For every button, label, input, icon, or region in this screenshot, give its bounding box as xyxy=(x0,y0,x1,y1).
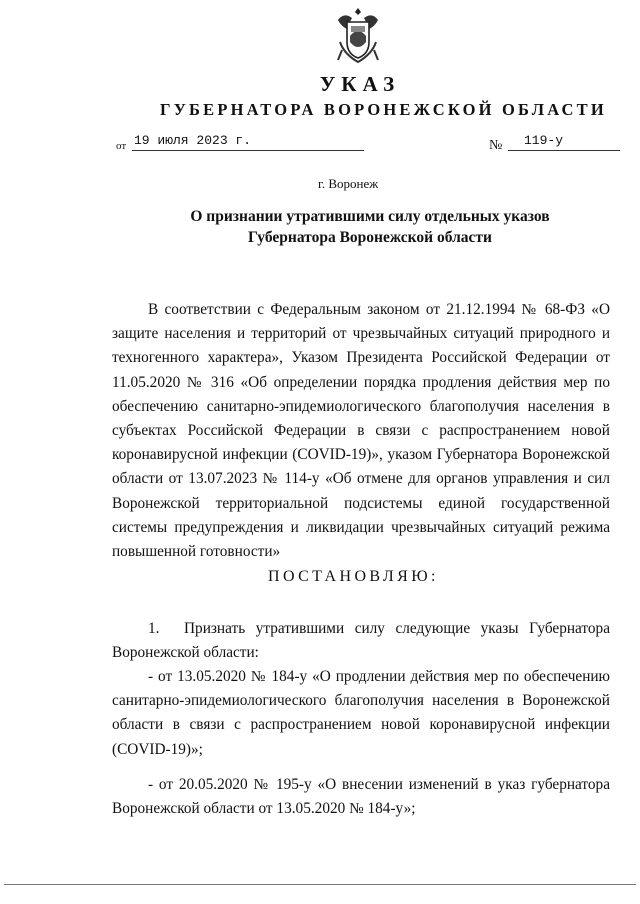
preamble-paragraph: В соответствии с Федеральным законом от 21.12.1994 № 68-ФЗ «О защите населения и территорий от чрезвычайных ситуаций природного и техногенного характера», Указом Президента Российской Федерации от 11.05.2020 № 316 «Об определении порядка продления действия мер по обеспечению санитарно-эпидемиологического благополучия населения в субъектах Российской Федерации в связи с распространением новой коронавирусной инфекции (COVID-19)», указом Губернатора Воронежской области от 13.07.2023 № 114-у «Об отмене для органов управления и сил Воронежской территориальной подсистемы единой государственной системы предупреждения и ликвидации чрезвычайных ситуаций режима повышенной готовности» xyxy=(112,301,610,561)
date-field xyxy=(132,134,364,151)
number-field xyxy=(508,134,620,151)
document-heading xyxy=(120,206,620,248)
item-1-number: 1. xyxy=(148,620,160,637)
document-title: УКАЗ xyxy=(319,72,401,96)
heading-line-1: О признании утратившими силу отдельных указов xyxy=(190,208,550,225)
item-1-text: Признать утратившими силу следующие указы Губернатора Воронежской области: xyxy=(112,620,610,662)
number-value: 119-у xyxy=(524,133,564,148)
number-prefix: № xyxy=(489,138,503,153)
coat-of-arms-icon xyxy=(332,6,384,66)
decree-heading: ПОСТАНОВЛЯЮ: xyxy=(268,568,439,585)
date-number-row xyxy=(116,134,626,156)
date-prefix: от xyxy=(116,140,127,152)
city-label: г. Воронеж xyxy=(318,176,379,191)
date-value: 19 июля 2023 г. xyxy=(134,133,252,148)
heading-line-2: Губернатора Воронежской области xyxy=(248,229,492,246)
item-1-paragraph xyxy=(112,617,610,665)
sub-item-2: - от 20.05.2020 № 195-у «О внесении изменений в указ губернатора Воронежской области от 13.05.2020 № 184-у»; xyxy=(112,776,610,818)
sub-item-1: - от 13.05.2020 № 184-у «О продлении действия мер по обеспечению санитарно-эпидемиологического благополучия населения в Воронежской области в связи с распространением новой коронавирусной инфекции (COVID-19)»; xyxy=(112,668,610,758)
footer-divider xyxy=(4,884,636,885)
document-subtitle: ГУБЕРНАТОРА ВОРОНЕЖСКОЙ ОБЛАСТИ xyxy=(160,100,607,119)
